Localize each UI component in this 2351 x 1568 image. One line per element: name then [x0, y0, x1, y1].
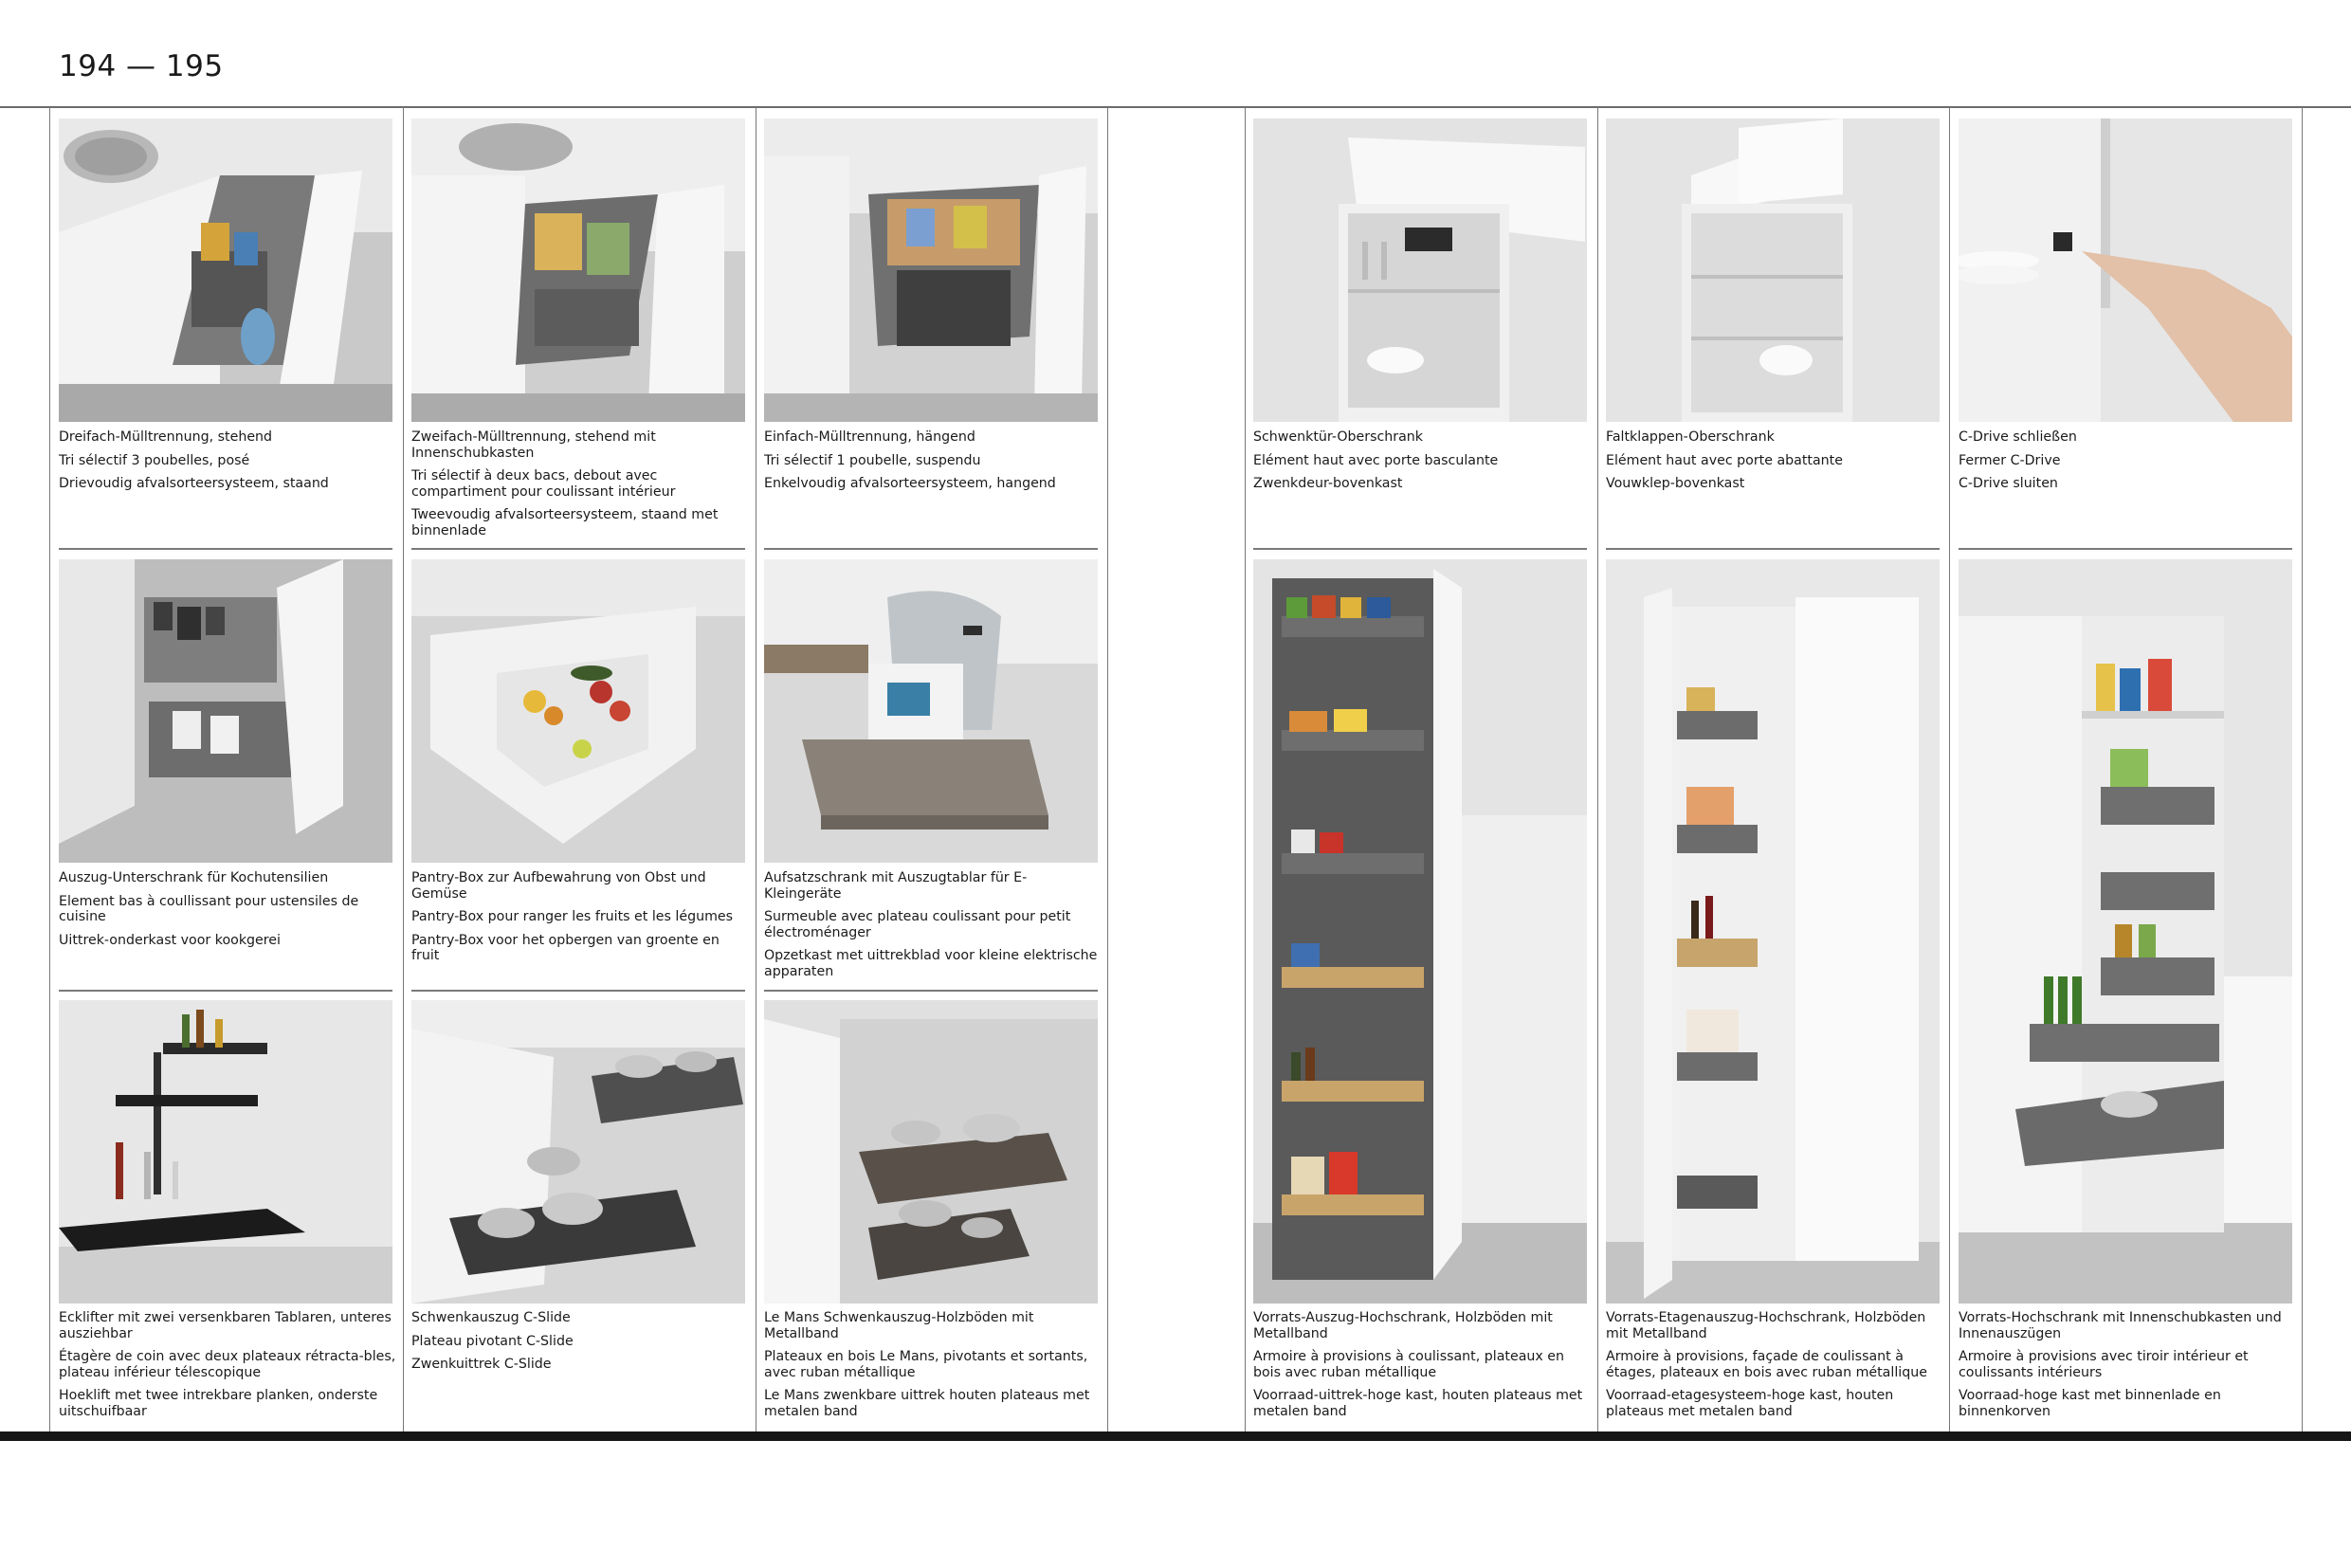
caption-c14	[1606, 1310, 1943, 1427]
caption-fr: Tri sélectif 3 poubelles, posé	[59, 452, 250, 468]
row-rule	[1959, 548, 2292, 550]
caption-c2	[411, 429, 749, 546]
caption-nl: Hoeklift met twee intrekbare planken, onderste uitschuifbaar	[59, 1388, 378, 1419]
photo-top-unit-pullout-shelf	[764, 559, 1098, 863]
caption-c13	[1253, 1310, 1591, 1427]
caption-c5	[1606, 429, 1943, 500]
caption-nl: Le Mans zwenkbare uittrek houten plateaus met metalen band	[764, 1388, 1090, 1419]
caption-fr: Elément haut avec porte abattante	[1606, 452, 1843, 468]
caption-nl: Vouwklep-bovenkast	[1606, 476, 1745, 491]
column-rule	[49, 107, 50, 1431]
caption-de: Pantry-Box zur Aufbewahrung von Obst und Gemüse	[411, 870, 706, 902]
column-rule	[1245, 107, 1246, 1431]
caption-fr: Element bas à coullissant pour ustensiles de cuisine	[59, 893, 359, 924]
caption-c4	[1253, 429, 1591, 500]
caption-nl: Voorraad-etagesysteem-hoge kast, houten plateaus met metalen band	[1606, 1388, 1894, 1419]
caption-nl: Opzetkast met uittrekblad voor kleine elektrische apparaten	[764, 948, 1098, 979]
row-rule	[59, 990, 392, 992]
caption-c9	[764, 870, 1102, 987]
caption-nl: Drievoudig afvalsorteersysteem, staand	[59, 476, 329, 491]
row-rule	[764, 548, 1098, 550]
caption-nl: Tweevoudig afvalsorteersysteem, staand met binnenlade	[411, 507, 719, 538]
photo-triple-waste-sorting	[59, 119, 392, 422]
caption-c3	[764, 429, 1102, 500]
photo-le-mans	[764, 1000, 1098, 1304]
caption-de: Dreifach-Mülltrennung, stehend	[59, 429, 273, 445]
caption-c1	[59, 429, 396, 500]
column-rule	[1949, 107, 1950, 1431]
photo-double-waste-sorting	[411, 119, 745, 422]
photo-swing-door-wall-unit	[1253, 119, 1587, 422]
caption-nl: Enkelvoudig afvalsorteersysteem, hangend	[764, 476, 1056, 491]
photo-pantry-box	[411, 559, 745, 863]
photo-cookware-drawer-unit	[59, 559, 392, 863]
caption-fr: Fermer C-Drive	[1959, 452, 2061, 468]
caption-de: Einfach-Mülltrennung, hängend	[764, 429, 975, 445]
column-rule	[403, 107, 404, 1431]
caption-de: Vorrats-Hochschrank mit Innenschubkasten und Innenauszügen	[1959, 1310, 2282, 1341]
row-rule	[411, 548, 745, 550]
row-rule	[1606, 548, 1940, 550]
column-rule	[1597, 107, 1598, 1431]
caption-fr: Elément haut avec porte basculante	[1253, 452, 1499, 468]
caption-nl: Voorraad-uittrek-hoge kast, houten plateaus met metalen band	[1253, 1388, 1583, 1419]
row-rule	[411, 990, 745, 992]
caption-fr: Surmeuble avec plateau coulissant pour petit électroménager	[764, 909, 1071, 940]
photo-corner-lifter	[59, 1000, 392, 1304]
caption-de: Vorrats-Etagenauszug-Hochschrank, Holzböden mit Metallband	[1606, 1310, 1926, 1341]
photo-folding-flap-wall-unit	[1606, 119, 1940, 422]
caption-fr: Pantry-Box pour ranger les fruits et les légumes	[411, 909, 734, 924]
photo-pantry-tall-unit-drawers	[1959, 559, 2292, 1304]
caption-c7	[59, 870, 396, 956]
caption-fr: Armoire à provisions, façade de coulissant à étages, plateaux en bois avec ruban métallique	[1606, 1349, 1927, 1380]
caption-fr: Tri sélectif à deux bacs, debout avec compartiment pour coulissant intérieur	[411, 468, 676, 500]
row-rule	[59, 548, 392, 550]
caption-nl: Zwenkdeur-bovenkast	[1253, 476, 1403, 491]
photo-c-drive-close	[1959, 119, 2292, 422]
caption-c15	[1959, 1310, 2296, 1427]
caption-fr: Étagère de coin avec deux plateaux rétracta-bles, plateau inférieur télescopique	[59, 1349, 396, 1380]
photo-pantry-pullout-tall-unit	[1253, 559, 1587, 1304]
caption-fr: Armoire à provisions avec tiroir intérieur et coulissants intérieurs	[1959, 1349, 2249, 1380]
caption-de: Vorrats-Auszug-Hochschrank, Holzböden mit Metallband	[1253, 1310, 1553, 1341]
caption-de: Le Mans Schwenkauszug-Holzböden mit Metallband	[764, 1310, 1034, 1341]
caption-fr: Armoire à provisions à coulissant, plateaux en bois avec ruban métallique	[1253, 1349, 1565, 1380]
top-rule	[0, 106, 2351, 108]
caption-fr: Tri sélectif 1 poubelle, suspendu	[764, 452, 981, 468]
caption-c11	[411, 1310, 749, 1380]
caption-c8	[411, 870, 749, 972]
caption-nl: Uittrek-onderkast voor kookgerei	[59, 932, 281, 948]
caption-nl: Voorraad-hoge kast met binnenlade en binnenkorven	[1959, 1388, 2221, 1419]
caption-nl: Zwenkuittrek C-Slide	[411, 1357, 552, 1372]
caption-nl: Pantry-Box voor het opbergen van groente en fruit	[411, 932, 720, 963]
caption-de: C-Drive schließen	[1959, 429, 2077, 445]
caption-de: Ecklifter mit zwei versenkbaren Tablaren, unteres ausziehbar	[59, 1310, 392, 1341]
column-rule	[2302, 107, 2303, 1431]
caption-de: Aufsatzschrank mit Auszugtablar für E-Kleingeräte	[764, 870, 1028, 902]
photo-pantry-tier-tall-unit	[1606, 559, 1940, 1304]
row-rule	[1253, 548, 1587, 550]
caption-c10	[59, 1310, 396, 1427]
caption-c12	[764, 1310, 1102, 1427]
column-rule	[1107, 107, 1108, 1431]
photo-single-waste-sorting	[764, 119, 1098, 422]
caption-c6	[1959, 429, 2296, 500]
bottom-bar	[0, 1431, 2351, 1441]
caption-de: Schwenkauszug C-Slide	[411, 1310, 571, 1325]
caption-de: Zweifach-Mülltrennung, stehend mit Innenschubkasten	[411, 429, 656, 461]
photo-c-slide	[411, 1000, 745, 1304]
caption-de: Auszug-Unterschrank für Kochutensilien	[59, 870, 329, 885]
caption-fr: Plateaux en bois Le Mans, pivotants et sortants, avec ruban métallique	[764, 1349, 1088, 1380]
page-numbers: 194 — 195	[59, 49, 224, 83]
row-rule	[764, 990, 1098, 992]
caption-nl: C-Drive sluiten	[1959, 476, 2058, 491]
caption-fr: Plateau pivotant C-Slide	[411, 1333, 574, 1349]
caption-de: Schwenktür-Oberschrank	[1253, 429, 1423, 445]
caption-de: Faltklappen-Oberschrank	[1606, 429, 1775, 445]
